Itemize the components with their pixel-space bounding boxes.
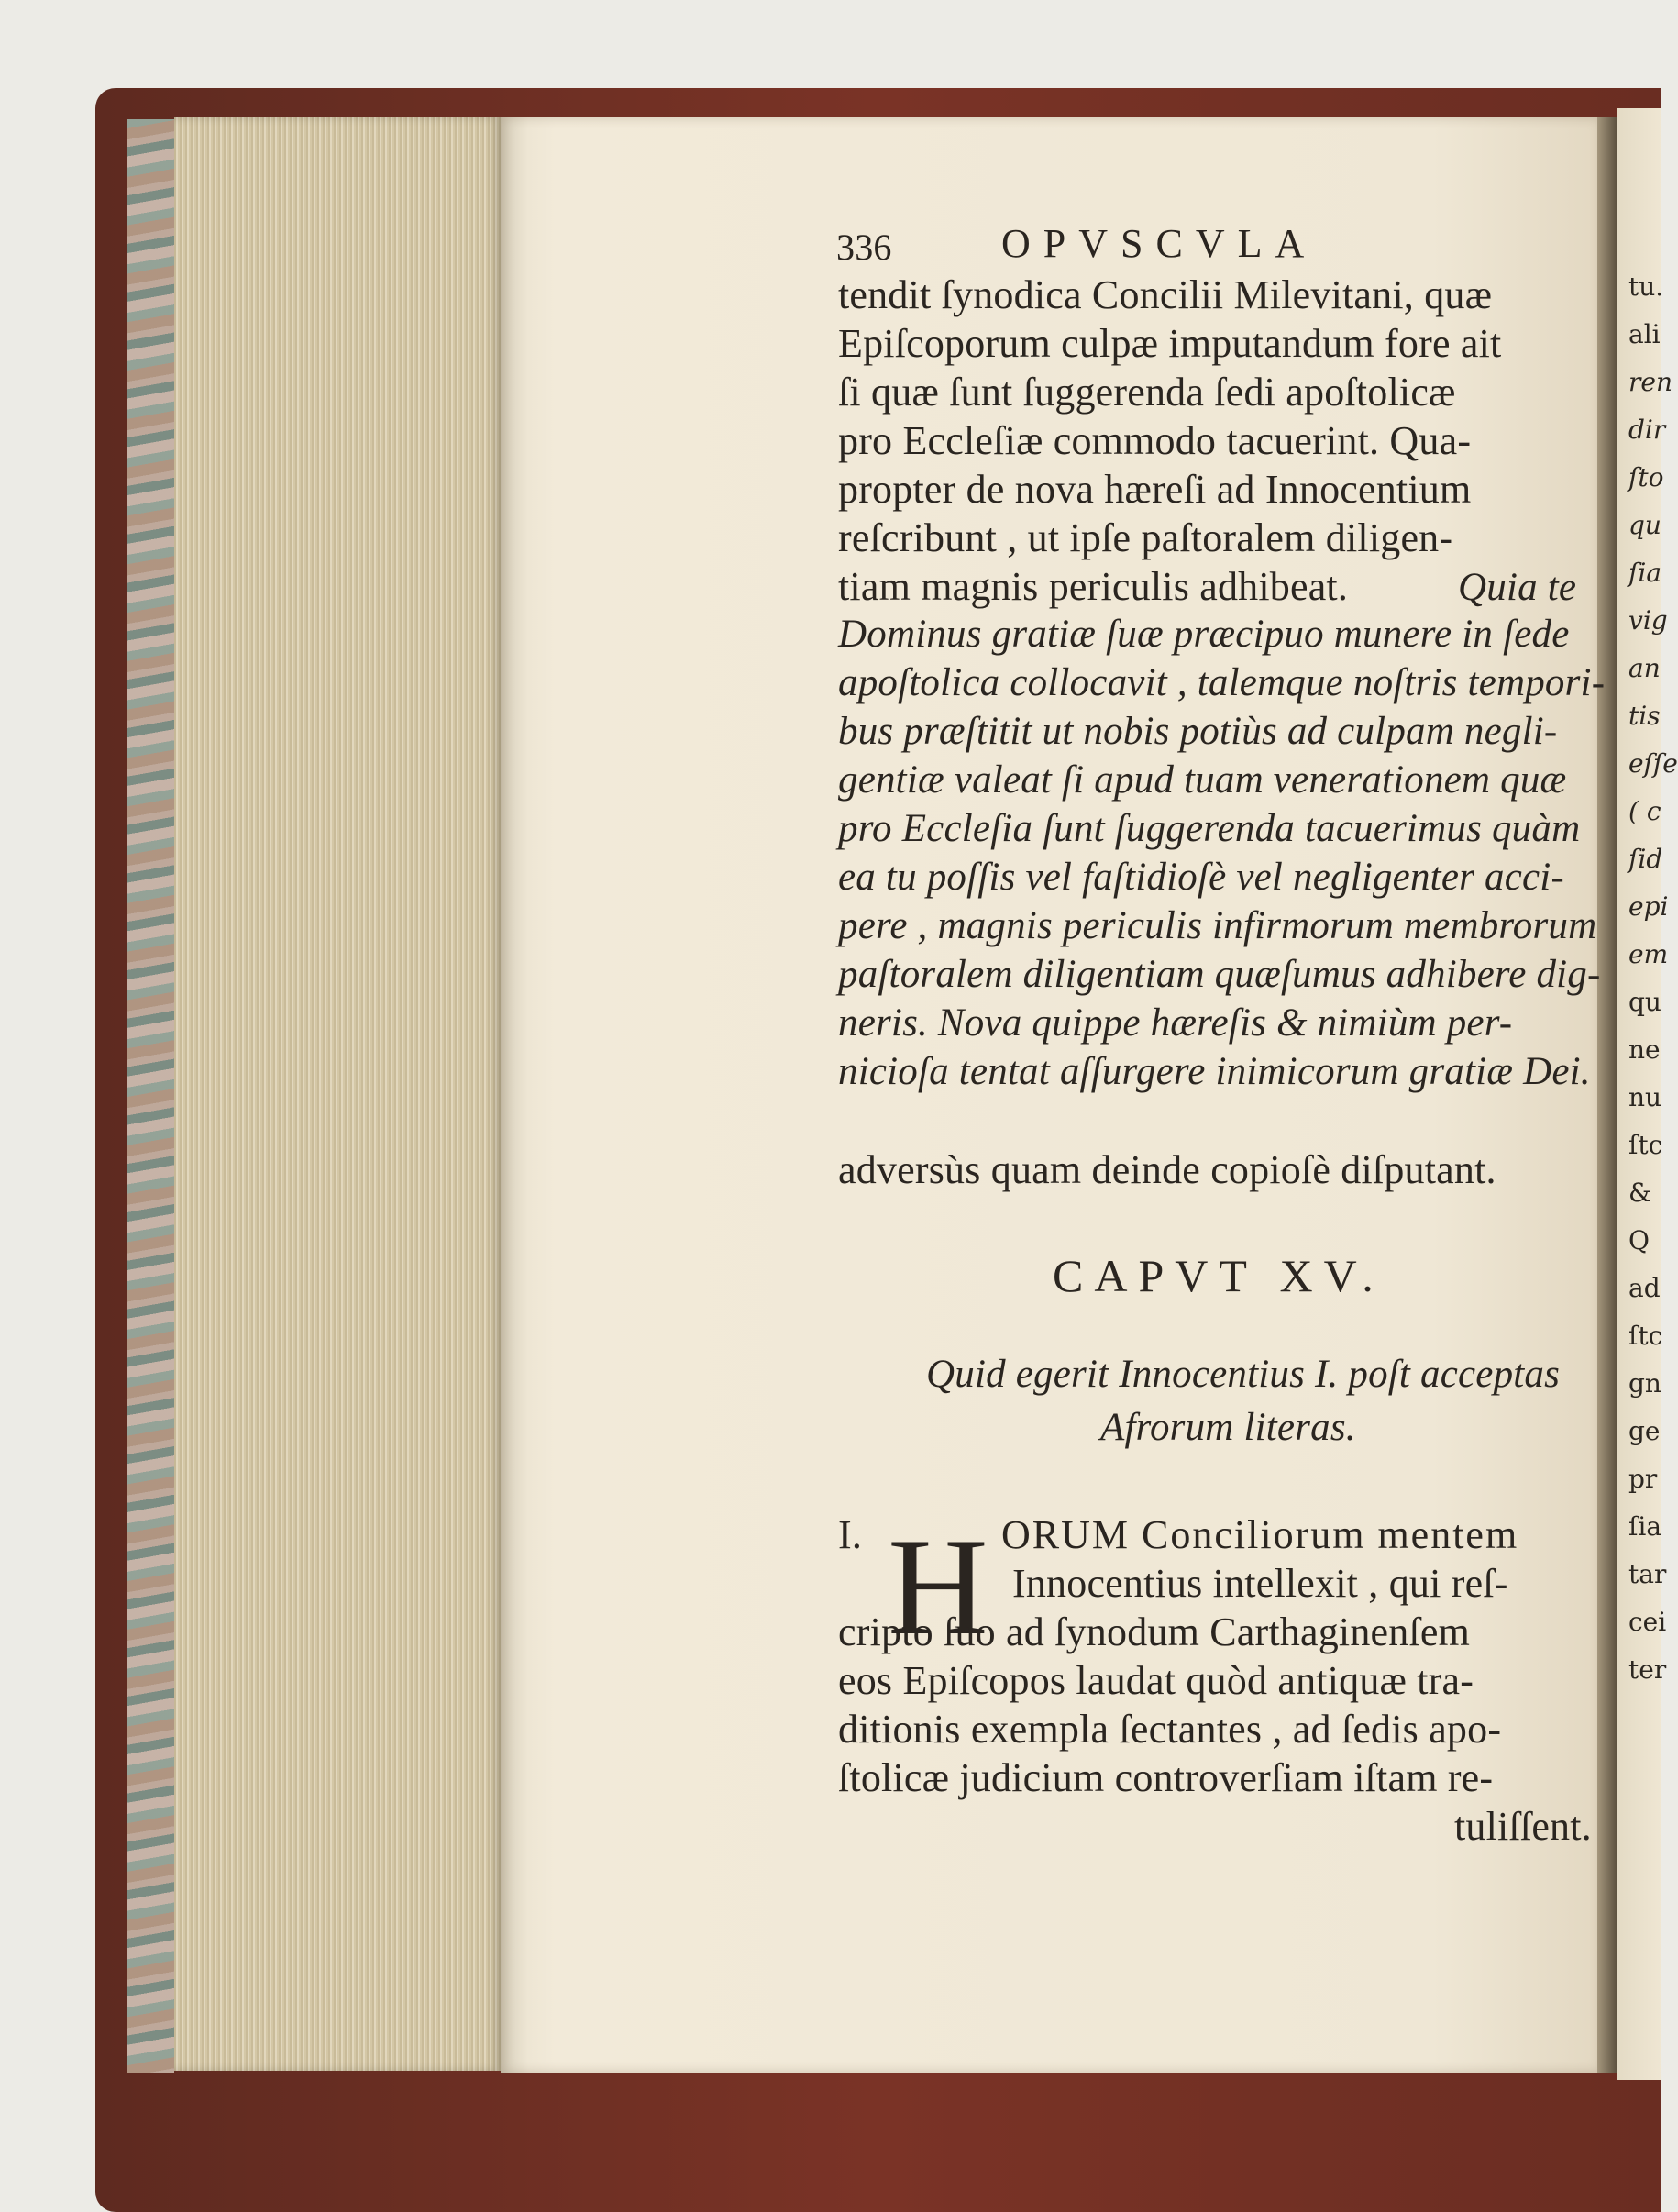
facing-text: ſia [1628,558,1662,588]
facing-text: qu [1628,987,1661,1017]
running-title: OPVSCVLA [1001,221,1318,266]
chapter-subtitle: Afrorum literas. [1100,1406,1356,1449]
text-line: ORUM Conciliorum mentem [1001,1512,1519,1557]
facing-text: pr [1628,1464,1658,1494]
facing-text: tis [1628,701,1661,731]
facing-text: ( c [1628,796,1661,826]
text-line: ditionis exempla ſectantes , ad ſedis apo- [838,1707,1502,1752]
facing-page-fragment [1617,108,1678,2080]
facing-text: ſtc [1628,1321,1663,1351]
text-line-italic: Quia te [1458,566,1577,609]
facing-text: ſid [1628,844,1663,874]
page-edges [174,117,501,2071]
facing-text: epi [1628,891,1669,922]
text-line: eos Epiſcopos laudat quòd antiquæ tra- [838,1658,1474,1703]
facing-text: an [1628,653,1661,683]
facing-text: ſia [1628,1511,1662,1542]
quote-line: gentiæ valeat ſi apud tuam venerationem quæ [838,758,1567,802]
text-line: adversùs quam deinde copioſè diſputant. [838,1147,1496,1192]
text-line: tuliſſent. [1454,1804,1592,1849]
quote-line: Dominus gratiæ ſuæ præcipuo munere in ſede [838,613,1570,656]
quote-line: bus præſtitit ut nobis potiùs ad culpam negli- [838,710,1558,753]
facing-text: qu [1628,510,1661,540]
page-number: 336 [836,227,892,268]
section-number: I. [838,1512,863,1557]
text-line: propter de nova hæreſi ad Innocentium [838,467,1472,512]
chapter-subtitle: Quid egerit Innocentius I. poſt acceptas [926,1353,1561,1396]
text-line: pro Eccleſiæ commodo tacuerint. Qua- [838,418,1472,463]
quote-line: pro Eccleſia ſunt ſuggerenda tacuerimus quàm [838,807,1581,850]
facing-text: em [1628,939,1669,969]
facing-text: & [1628,1178,1651,1208]
chapter-heading: CAPVT XV. [1053,1250,1385,1301]
quote-line: ea tu poſſis vel faſtidioſè vel negligenter acci- [838,856,1564,899]
text-line: Epiſcoporum culpæ imputandum fore ait [838,321,1502,366]
text-line: tendit ſynodica Concilii Milevitani, quæ [838,272,1493,317]
text-line: tiam magnis periculis adhibeat. [838,564,1349,609]
facing-text: tar [1628,1559,1667,1589]
facing-text: ter [1628,1654,1667,1685]
drop-capital: H [888,1510,988,1664]
text-line: reſcribunt , ut ipſe paſtoralem diligen- [838,515,1453,560]
facing-text: eſſe [1628,748,1678,779]
facing-text: ſto [1628,462,1664,492]
facing-text: ren [1628,367,1672,397]
text-line: cripto ſuo ad ſynodum Carthaginenſem [838,1609,1471,1654]
quote-line: pere , magnis periculis infirmorum membrorum [838,904,1597,947]
facing-text: cei [1628,1607,1667,1637]
text-line: ſtolicæ judicium controverſiam iſtam re- [838,1755,1494,1800]
quote-line: apoſtolica collocavit , talemque noſtris tempori- [838,661,1606,704]
facing-text: ſtc [1628,1130,1663,1160]
text-line: ſi quæ ſunt ſuggerenda ſedi apoſtolicæ [838,370,1456,415]
quote-line: paſtoralem diligentiam quæſumus adhibere dig- [838,953,1601,996]
facing-text: nu [1628,1082,1662,1112]
facing-text: ne [1628,1034,1661,1065]
book-gutter [1597,117,1617,2073]
facing-text: ali [1628,319,1661,349]
quote-line: neris. Nova quippe hæreſis & nimiùm per- [838,1001,1513,1045]
facing-text: ge [1628,1416,1661,1446]
facing-text: vig [1628,605,1668,636]
quote-line: nicioſa tentat aſſurgere inimicorum gratiæ Dei. [838,1050,1591,1093]
facing-text: Q [1628,1225,1650,1255]
facing-text: ad [1628,1273,1661,1303]
text-line: Innocentius intellexit , qui reſ- [1012,1561,1508,1606]
facing-text: tu. [1628,271,1664,302]
marbled-endpaper [127,119,174,2073]
facing-text: dir [1628,415,1666,445]
facing-text: gn [1628,1368,1661,1399]
